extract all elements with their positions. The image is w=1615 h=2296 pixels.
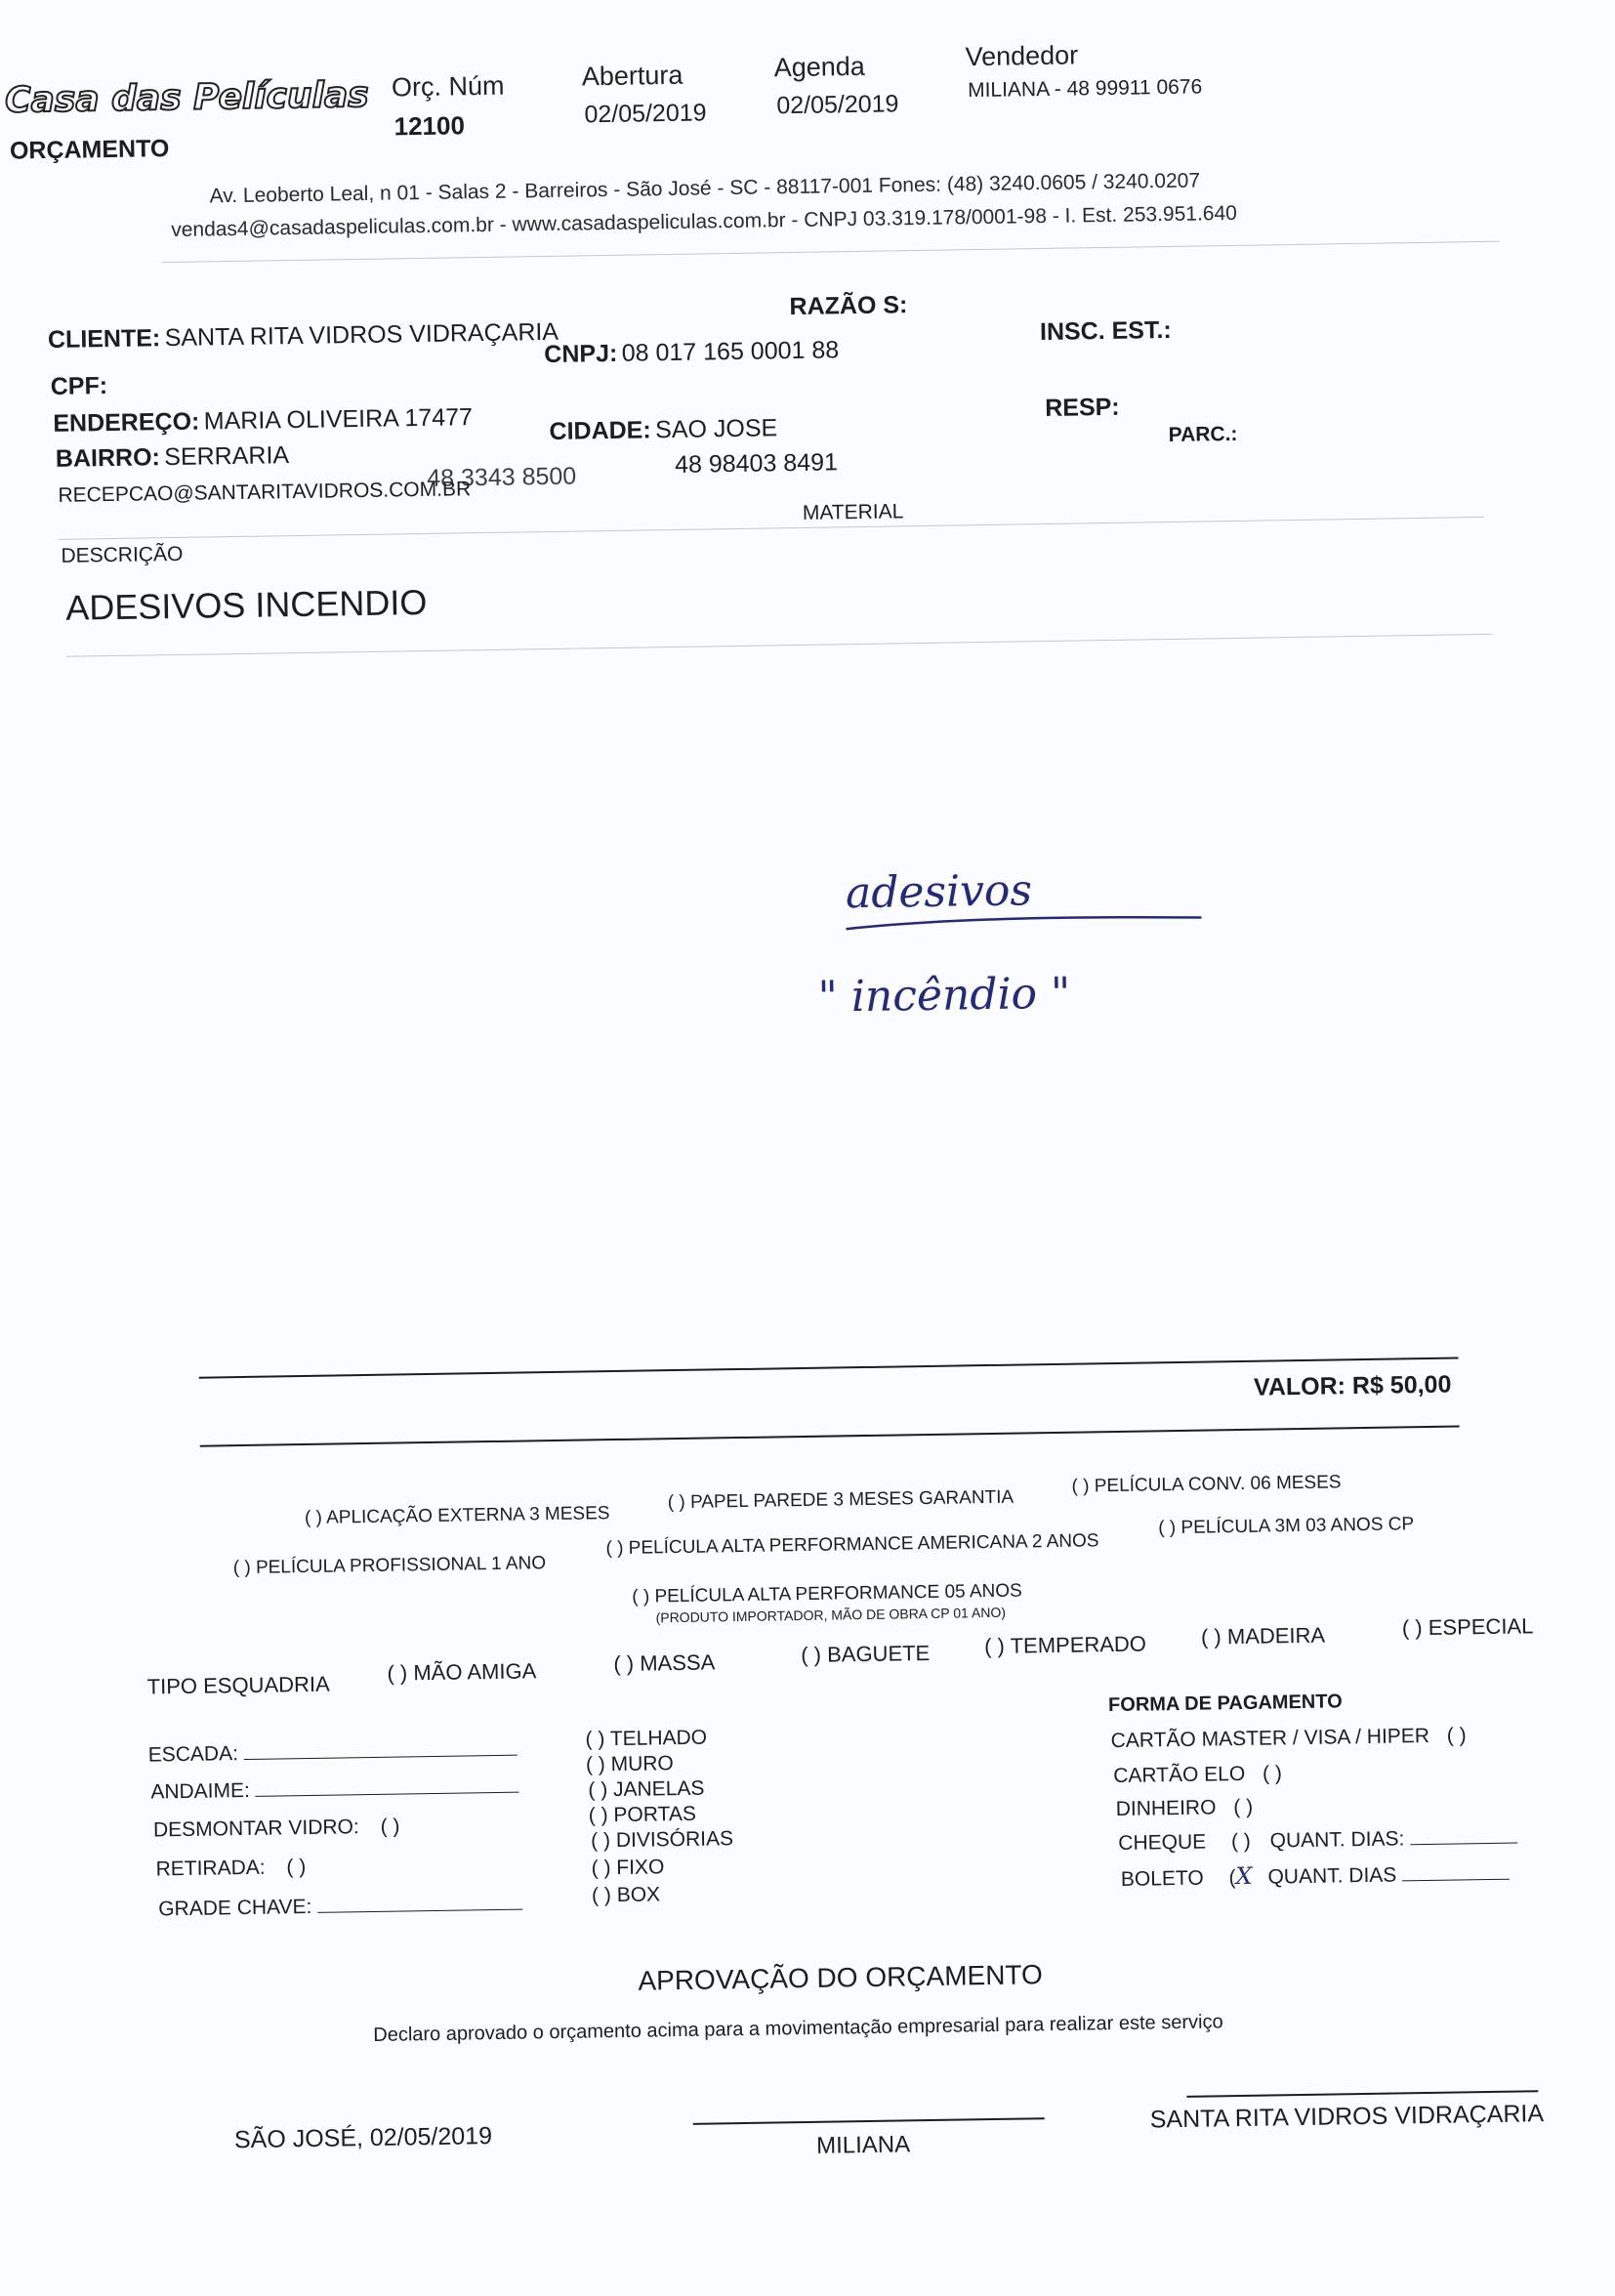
cnpj-field: [544, 336, 839, 369]
location-divisorias: ( ) DIVISÓRIAS: [591, 1827, 734, 1853]
cidade-field: [549, 414, 777, 446]
service-aplicacao-externa: ( ) APLICAÇÃO EXTERNA 3 MESES: [304, 1503, 610, 1529]
endereco-field: [53, 403, 473, 438]
parc-label: PARC.:: [1168, 422, 1238, 446]
seller-signature-line: [693, 2117, 1045, 2125]
payment-dinheiro-checkbox[interactable]: ( ): [1233, 1795, 1254, 1819]
payment-boleto-label: BOLETO: [1120, 1866, 1204, 1891]
escada-line: [244, 1737, 518, 1760]
payment-boleto: [1121, 1858, 1511, 1892]
bairro-value: SERRARIA: [164, 441, 290, 472]
esquadria-mao-amiga: ( ) MÃO AMIGA: [387, 1658, 537, 1686]
payment-boleto-line: [1402, 1861, 1510, 1882]
esquadria-temperado: ( ) TEMPERADO: [983, 1631, 1147, 1659]
payment-boleto-checkbox[interactable]: (X: [1228, 1861, 1253, 1891]
esquadria-massa: ( ) MASSA: [613, 1649, 716, 1677]
service-pelicula-profissional: ( ) PELÍCULA PROFISSIONAL 1 ANO: [232, 1553, 547, 1579]
company-address: Av. Leoberto Leal, n 01 - Salas 2 - Barreiros - São José - SC - 88117-001 Fones: (48) 3240.0605 / 3240.0207: [209, 169, 1201, 208]
approval-title: APROVAÇÃO DO ORÇAMENTO: [638, 1959, 1044, 1996]
payment-boleto-handwritten-mark: X: [1235, 1861, 1253, 1891]
desmontar-field: [153, 1816, 400, 1843]
approval-place-date: SÃO JOSÉ, 02/05/2019: [233, 2122, 493, 2154]
bairro-label: BAIRRO:: [55, 443, 161, 473]
client-phone-2: 48 98403 8491: [674, 448, 839, 479]
endereco-label: ENDEREÇO:: [53, 407, 200, 438]
item-description: ADESIVOS INCENDIO: [64, 581, 428, 628]
grade-field: [158, 1892, 522, 1922]
location-portas: ( ) PORTAS: [588, 1802, 697, 1827]
payment-dinheiro-label: DINHEIRO: [1115, 1796, 1217, 1821]
andaime-label: ANDAIME:: [150, 1778, 251, 1804]
insc-label: INSC. EST.:: [1039, 315, 1172, 347]
service-pelicula-05-anos-note: (PRODUTO IMPORTADOR, MÃO DE OBRA CP 01 ANO): [655, 1604, 1007, 1626]
cliente-value: SANTA RITA VIDROS VIDRAÇARIA: [164, 317, 559, 353]
payment-elo: [1113, 1762, 1282, 1788]
document-title: ORÇAMENTO: [9, 135, 170, 165]
location-fixo: ( ) FIXO: [591, 1856, 665, 1880]
bairro-field: [56, 441, 290, 474]
retirada-label: RETIRADA:: [155, 1856, 266, 1881]
cidade-label: CIDADE:: [549, 416, 651, 445]
brand-logo: Casa das Películas: [4, 74, 369, 121]
vendedor-label: Vendedor: [965, 40, 1079, 72]
orc-number: 12100: [393, 110, 466, 142]
service-pelicula-3m: ( ) PELÍCULA 3M 03 ANOS CP: [1158, 1514, 1415, 1539]
escada-field: [148, 1737, 518, 1768]
payment-cheque-quant-dias: QUANT. DIAS:: [1269, 1827, 1405, 1853]
client-signature-name: SANTA RITA VIDROS VIDRAÇARIA: [1149, 2100, 1545, 2134]
payment-cheque-line: [1410, 1825, 1517, 1846]
handwritten-note-line-2: " incêndio ": [817, 968, 1071, 1023]
payment-boleto-quant-dias: QUANT. DIAS: [1267, 1863, 1397, 1889]
resp-label: RESP:: [1044, 393, 1120, 422]
cnpj-value: 08 017 165 0001 88: [621, 336, 840, 367]
grade-line: [317, 1892, 522, 1913]
descricao-label: DESCRIÇÃO: [61, 542, 184, 567]
cliente-label: CLIENTE:: [47, 324, 161, 355]
material-label: MATERIAL: [802, 500, 904, 524]
payment-cheque-label: CHEQUE: [1118, 1830, 1207, 1855]
agenda-label: Agenda: [773, 51, 866, 83]
esquadria-label: TIPO ESQUADRIA: [146, 1671, 330, 1699]
payment-cartao-label: CARTÃO MASTER / VISA / HIPER: [1110, 1724, 1430, 1753]
cliente-field: [48, 318, 559, 355]
esquadria-especial: ( ) ESPECIAL: [1401, 1613, 1534, 1641]
esquadria-baguete: ( ) BAGUETE: [801, 1640, 931, 1668]
client-phone-1: 48 3343 8500: [427, 462, 577, 492]
vendedor-value: MILIANA - 48 99911 0676: [967, 75, 1203, 103]
service-pelicula-conv: ( ) PELÍCULA CONV. 06 MESES: [1071, 1472, 1342, 1497]
valor-total: VALOR: R$ 50,00: [1253, 1370, 1452, 1401]
approval-text: Declaro aprovado o orçamento acima para a movimentação empresarial para realizar este serviço: [373, 2011, 1223, 2046]
header-divider: [162, 241, 1500, 264]
valor-bottom-rule: [200, 1425, 1460, 1446]
location-box: ( ) BOX: [591, 1883, 661, 1907]
client-divider: [59, 517, 1484, 540]
payment-title: FORMA DE PAGAMENTO: [1107, 1691, 1343, 1717]
payment-elo-label: CARTÃO ELO: [1113, 1762, 1246, 1788]
cnpj-label: CNPJ:: [544, 339, 618, 369]
andaime-field: [150, 1774, 519, 1805]
abertura-label: Abertura: [581, 60, 683, 92]
agenda-date: 02/05/2019: [776, 90, 899, 120]
location-muro: ( ) MURO: [585, 1752, 674, 1776]
payment-cheque-checkbox[interactable]: ( ): [1230, 1829, 1252, 1854]
desmontar-checkbox[interactable]: ( ): [380, 1815, 400, 1838]
abertura-date: 02/05/2019: [584, 99, 707, 129]
andaime-line: [256, 1774, 519, 1797]
service-papel-parede: ( ) PAPEL PAREDE 3 MESES GARANTIA: [667, 1486, 1015, 1514]
payment-cartao: [1110, 1724, 1466, 1753]
company-contact: vendas4@casadaspeliculas.com.br - www.casadaspeliculas.com.br - CNPJ 03.319.178/0001-98 - I. Est. 253.951.640: [171, 201, 1238, 242]
client-signature-line: [1186, 2090, 1538, 2098]
handwritten-note-line-1: adesivos: [845, 865, 1033, 919]
description-divider: [66, 634, 1492, 657]
grade-label: GRADE CHAVE:: [158, 1895, 312, 1921]
razao-label: RAZÃO S:: [789, 291, 908, 321]
client-email: RECEPCAO@SANTARITAVIDROS.COM.BR: [58, 478, 472, 507]
desmontar-label: DESMONTAR VIDRO:: [152, 1816, 359, 1842]
retirada-checkbox[interactable]: ( ): [286, 1856, 307, 1879]
payment-cheque: [1118, 1825, 1517, 1856]
escada-label: ESCADA:: [147, 1742, 239, 1767]
payment-cartao-checkbox[interactable]: ( ): [1446, 1724, 1467, 1747]
service-pelicula-05-anos: ( ) PELÍCULA ALTA PERFORMANCE 05 ANOS: [632, 1580, 1022, 1607]
payment-dinheiro: [1116, 1796, 1254, 1821]
esquadria-madeira: ( ) MADEIRA: [1200, 1622, 1326, 1649]
payment-elo-checkbox[interactable]: ( ): [1262, 1762, 1283, 1785]
retirada-field: [155, 1856, 306, 1881]
orc-label: Orç. Núm: [391, 70, 505, 103]
cpf-label: CPF:: [50, 372, 108, 400]
cidade-value: SAO JOSE: [654, 414, 778, 444]
location-janelas: ( ) JANELAS: [588, 1776, 705, 1802]
location-telhado: ( ) TELHADO: [585, 1726, 708, 1751]
endereco-value: MARIA OLIVEIRA 17477: [203, 403, 474, 436]
service-pelicula-americana: ( ) PELÍCULA ALTA PERFORMANCE AMERICANA 2 ANOS: [605, 1530, 1099, 1560]
seller-signature-name: MILIANA: [815, 2131, 911, 2159]
